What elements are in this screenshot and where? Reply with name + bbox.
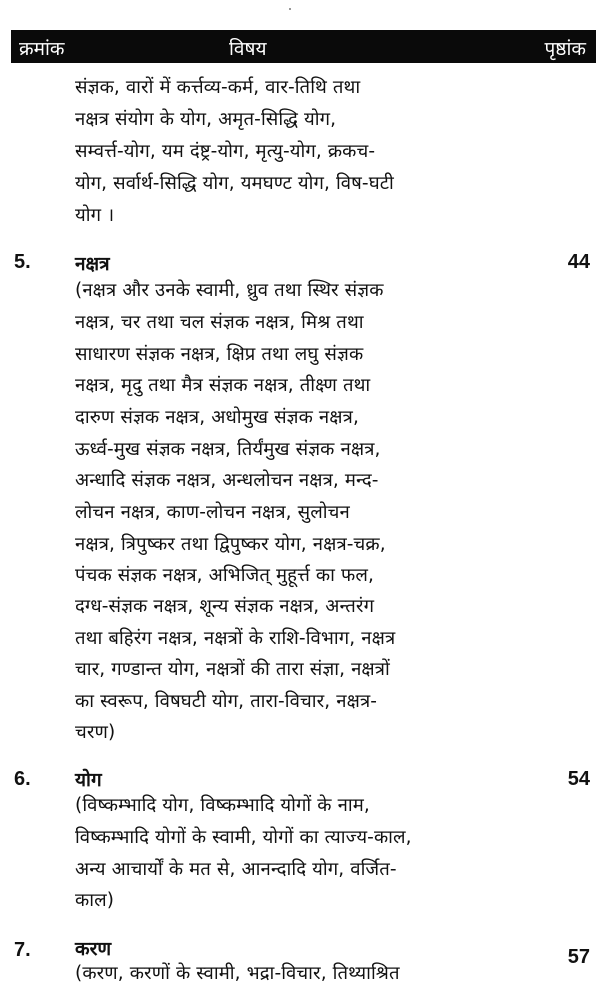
entry-page-number: 57 (567, 946, 590, 968)
entry-page-number: 54 (567, 768, 590, 790)
continuation-line: नक्षत्र संयोग के योग, अमृत-सिद्धि योग, (75, 109, 337, 130)
entry-description-line: अन्धादि संज्ञक नक्षत्र, अन्धलोचन नक्षत्र, मन्द- (75, 470, 379, 491)
entry-description-line: का स्वरूप, विषघटी योग, तारा-विचार, नक्षत्र- (75, 691, 378, 712)
entry-number: 5. (14, 251, 31, 273)
page-column-header: पृष्ठांक (544, 38, 586, 60)
subject-column-header: विषय (229, 38, 267, 60)
entry-number: 6. (14, 768, 31, 790)
continuation-line: योग, सर्वार्थ-सिद्धि योग, यमघण्ट योग, विष-घटी (75, 173, 394, 194)
entry-description-line: दारुण संज्ञक नक्षत्र, अधोमुख संज्ञक नक्षत्र, (75, 407, 359, 428)
entry-description-line: (विष्कम्भादि योग, विष्कम्भादि योगों के नाम, (75, 795, 370, 816)
entry-description-line: काल) (75, 890, 115, 911)
entry-description-line: नक्षत्र, मृदु तथा मैत्र संज्ञक नक्षत्र, तीक्ष्ण तथा (75, 375, 371, 396)
serial-column-header: क्रमांक (19, 38, 65, 60)
continuation-line: संज्ञक, वारों में कर्त्तव्य-कर्म, वार-तिथि तथा (75, 77, 361, 98)
entry-description-line: तथा बहिरंग नक्षत्र, नक्षत्रों के राशि-विभाग, नक्षत्र (75, 628, 396, 649)
entry-description-line: अन्य आचार्यों के मत से, आनन्दादि योग, वर्जित- (75, 859, 397, 880)
entry-description-line: (करण, करणों के स्वामी, भद्रा-विचार, तिथ्याश्रित (75, 963, 400, 984)
entry-description-line: दग्ध-संज्ञक नक्षत्र, शून्य संज्ञक नक्षत्र, अन्तरंग (75, 596, 375, 617)
entry-description-line: साधारण संज्ञक नक्षत्र, क्षिप्र तथा लघु संज्ञक (75, 344, 364, 365)
entry-description-line: विष्कम्भादि योगों के स्वामी, योगों का त्याज्य-काल, (75, 827, 412, 848)
scan-speck (289, 8, 291, 10)
continuation-line: योग । (75, 205, 115, 226)
entry-description-line: ऊर्ध्व-मुख संज्ञक नक्षत्र, तिर्यंमुख संज्ञक नक्षत्र, (75, 439, 381, 460)
entry-title: योग (75, 769, 102, 791)
entry-description-line: चरण) (75, 722, 116, 743)
entry-description-line: पंचक संज्ञक नक्षत्र, अभिजित् मुहूर्त्त का फल, (75, 565, 374, 586)
entry-description-line: लोचन नक्षत्र, काण-लोचन नक्षत्र, सुलोचन (75, 502, 350, 523)
entry-description-line: नक्षत्र, त्रिपुष्कर तथा द्विपुष्कर योग, नक्षत्र-चक्र, (75, 534, 386, 555)
entry-description-line: (नक्षत्र और उनके स्वामी, ध्रुव तथा स्थिर संज्ञक (75, 280, 384, 301)
entry-title: नक्षत्र (75, 253, 110, 275)
entry-description-line: नक्षत्र, चर तथा चल संज्ञक नक्षत्र, मिश्र तथा (75, 312, 364, 333)
entry-description-line: चार, गण्डान्त योग, नक्षत्रों की तारा संज्ञा, नक्षत्रों (75, 659, 390, 680)
continuation-line: सम्वर्त्त-योग, यम दंष्ट्र-योग, मृत्यु-योग, क्रकच- (75, 141, 376, 162)
entry-number: 7. (14, 939, 31, 961)
entry-page-number: 44 (567, 251, 590, 273)
entry-title: करण (75, 938, 112, 960)
table-header (11, 30, 596, 63)
